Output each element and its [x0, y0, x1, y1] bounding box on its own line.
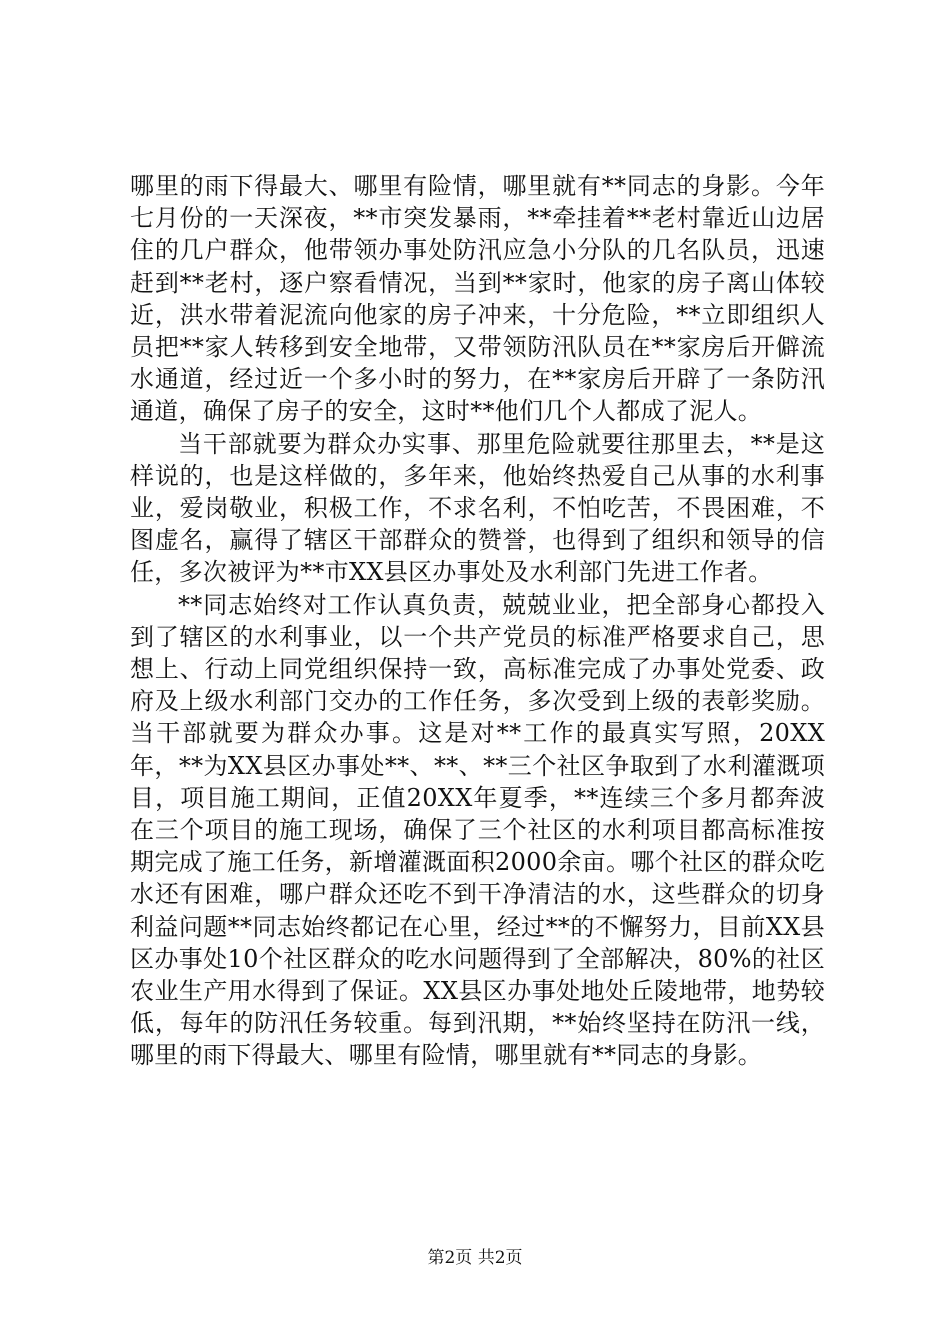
page-footer: 第2页 共2页	[427, 1248, 523, 1268]
paragraph-1: 哪里的雨下得最大、哪里有险情，哪里就有**同志的身影。今年七月份的一天深夜，**市突发暴雨，**牵挂着**老村靠近山边居住的几户群众，他带领办事处防汛应急小分队的几名队员，迅速赶到**老村，逐户察看情况，当到**家时，他家的房子离山体较近，洪水带着泥流向他家的房子冲来，十分危险，**立即组织人员把**家人转移到安全地带，又带领防汛队员在**家房后开僻流水通道，经过近一个多小时的努力，在**家房后开辟了一条防汛通道，确保了房子的安全，这时**他们几个人都成了泥人。	[130, 172, 825, 426]
paragraph-2: 当干部就要为群众办实事、那里危险就要往那里去，**是这样说的，也是这样做的，多年来，他始终热爱自己从事的水利事业，爱岗敬业，积极工作，不求名利，不怕吃苦，不畏困难，不图虚名，赢得了辖区干部群众的赞誉，也得到了组织和领导的信任，多次被评为**市XX县区办事处及水利部门先进工作者。	[130, 429, 825, 587]
paragraph-3: **同志始终对工作认真负责，兢兢业业，把全部身心都投入到了辖区的水利事业，以一个共产党员的标准严格要求自己，思想上、行动上同党组织保持一致，高标准完成了办事处党委、政府及上级水利部门交办的工作任务，多次受到上级的表彰奖励。当干部就要为群众办事。这是对**工作的最真实写照，20XX年，**为XX县区办事处**、**、**三个社区争取到了水利灌溉项目，项目施工期间，正值20XX年夏季，**连续三个多月都奔波在三个项目的施工现场，确保了三个社区的水利项目都高标准按期完成了施工任务，新增灌溉面积2000余亩。哪个社区的群众吃水还有困难，哪户群众还吃不到干净清洁的水，这些群众的切身利益问题**同志始终都记在心里，经过**的不懈努力，目前XX县区办事处10个社区群众的吃水问题得到了全部解决，80%的社区农业生产用水得到了保证。XX县区办事处地处丘陵地带，地势较低，每年的防汛任务较重。每到汛期，**始终坚持在防汛一线，哪里的雨下得最大、哪里有险情，哪里就有**同志的身影。	[130, 590, 825, 1070]
document-body	[130, 170, 825, 1072]
